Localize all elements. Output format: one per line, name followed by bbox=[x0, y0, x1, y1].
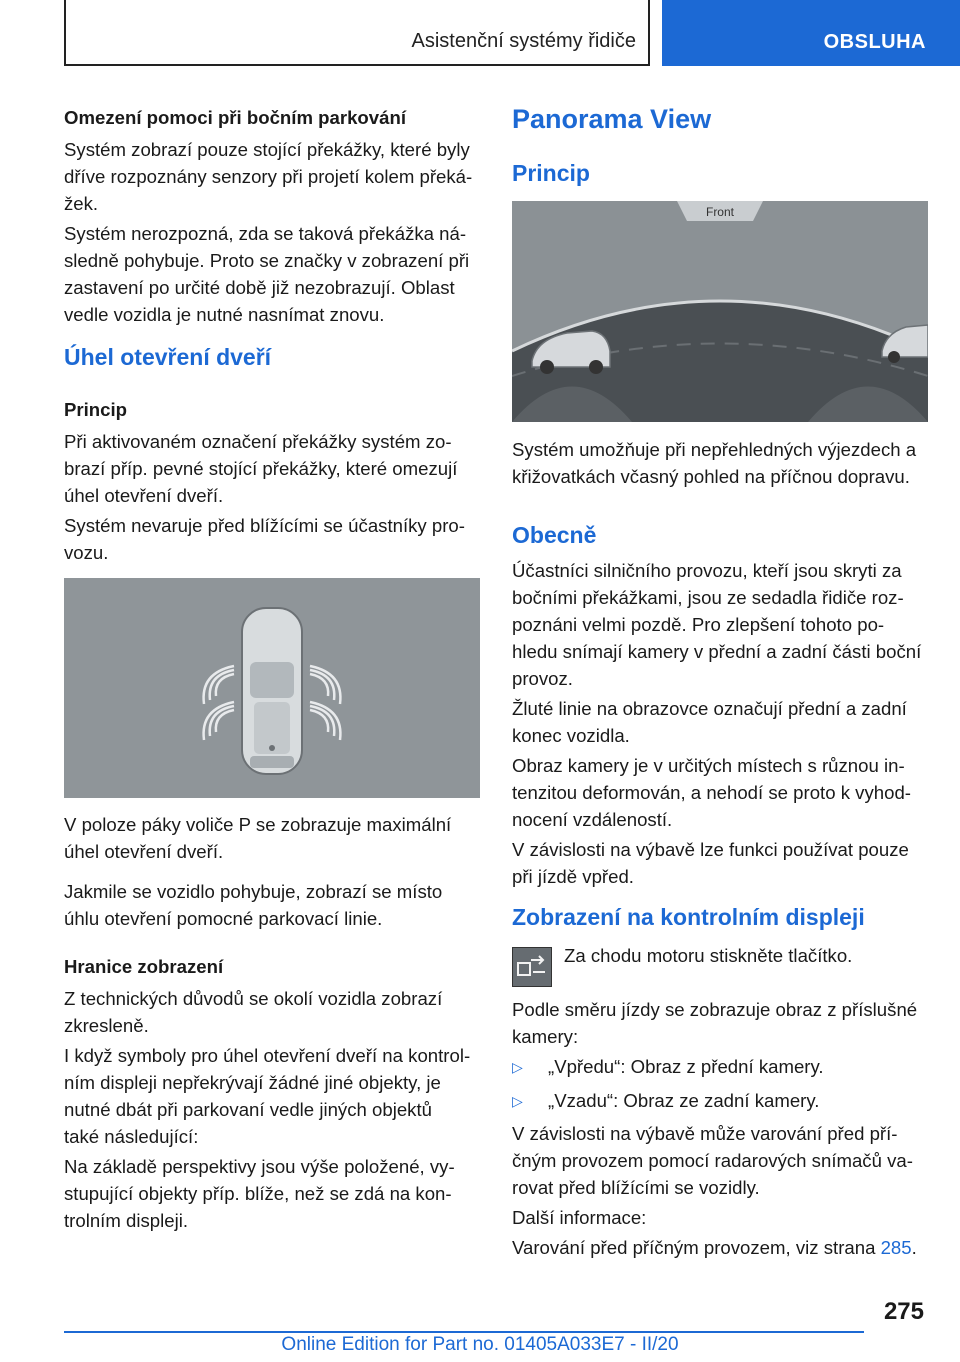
paragraph-line: poznáni velmi pozdě. Pro zlepšení tohoto po‐ bbox=[512, 614, 885, 635]
paragraph-line: rovat před blížícími se vozidly. bbox=[512, 1177, 760, 1198]
paragraph-line: úhel otevření dveří. bbox=[64, 841, 224, 862]
paragraph-line: Systém nevaruje před blížícími se účastníky pro‐ bbox=[64, 515, 465, 536]
paragraph-line: konec vozidla. bbox=[512, 725, 630, 746]
header-section-title: Asistenční systémy řidiče bbox=[411, 30, 636, 52]
paragraph-line: Jakmile se vozidlo pohybuje, zobrazí se místo bbox=[64, 881, 443, 902]
bullet-marker: ▷ bbox=[512, 1059, 523, 1075]
paragraph-line: vozu. bbox=[64, 542, 109, 563]
paragraph-line: hledu snímají kamery v přední a zadní části boční bbox=[512, 641, 922, 662]
heading-door-angle: Úhel otevření dveří bbox=[64, 344, 272, 370]
list-item bbox=[512, 1053, 932, 1081]
paragraph-line: V závislosti na výbavě může varování před pří‐ bbox=[512, 1123, 898, 1144]
paragraph-line: tenzitou deformován, a nehodí se proto k vyhod‐ bbox=[512, 782, 911, 803]
header-tab-label: OBSLUHA bbox=[823, 31, 926, 53]
cross-reference-line bbox=[512, 1234, 917, 1262]
paragraph-line: zastavení po určité době již nezobrazují. Oblast bbox=[64, 277, 455, 298]
heading-side-parking-limits: Omezení pomoci při bočním parkování bbox=[64, 107, 406, 128]
paragraph-line: bočními překážkami, jsou ze sedadla řidiče roz‐ bbox=[512, 587, 904, 608]
paragraph-line: Obraz kamery je v určitých místech s různou in‐ bbox=[512, 755, 905, 776]
heading-princip: Princip bbox=[64, 399, 128, 420]
paragraph-line: úhlu otevření pomocné parkovací linie. bbox=[64, 908, 383, 929]
paragraph-line: při jízdě vpřed. bbox=[512, 866, 634, 887]
panorama-view-figure bbox=[512, 201, 928, 422]
paragraph-line: Při aktivovaném označení překážky systém zo‐ bbox=[64, 431, 452, 452]
footer-edition: Online Edition for Part no. 01405A033E7 - II/20 bbox=[281, 1334, 679, 1355]
heading-control-display: Zobrazení na kontrolním displeji bbox=[512, 904, 865, 930]
front-label: Front bbox=[705, 205, 735, 219]
heading-display-limits: Hranice zobrazení bbox=[64, 956, 224, 977]
page-link[interactable]: 285 bbox=[880, 1237, 912, 1258]
paragraph-line: V poloze páky voliče P se zobrazuje maximální bbox=[64, 814, 452, 835]
paragraph-line: úhel otevření dveří. bbox=[64, 485, 224, 506]
paragraph-line: zkresleně. bbox=[64, 1015, 149, 1036]
paragraph-line: Systém umožňuje při nepřehledných výjezdech a bbox=[512, 439, 917, 460]
period: . bbox=[911, 1237, 917, 1258]
paragraph-line: Systém zobrazí pouze stojící překážky, které byly bbox=[64, 139, 470, 160]
paragraph-line: žek. bbox=[64, 193, 99, 214]
page-number: 275 bbox=[883, 1298, 924, 1325]
paragraph-line: stupující objekty příp. blíže, než se zdá na kon‐ bbox=[64, 1183, 452, 1204]
paragraph-line: dříve rozpoznány senzory při projetí kolem překá‐ bbox=[64, 166, 473, 187]
footer-divider bbox=[64, 1331, 864, 1333]
paragraph-line: Na základě perspektivy jsou výše položené, vy‐ bbox=[64, 1156, 455, 1177]
paragraph-line: Podle směru jízdy se zobrazuje obraz z příslušné bbox=[512, 999, 918, 1020]
car-top-view-figure bbox=[64, 578, 480, 798]
list-item-text: „Vpředu“: Obraz z přední kamery. bbox=[548, 1056, 824, 1077]
paragraph-line: brazí příp. pevné stojící překážky, které omezují bbox=[64, 458, 458, 479]
paragraph-line: čným provozem pomocí radarových snímačů va‐ bbox=[512, 1150, 913, 1171]
bullet-marker: ▷ bbox=[512, 1093, 523, 1109]
list-item-text: „Vzadu“: Obraz ze zadní kamery. bbox=[548, 1090, 820, 1111]
paragraph-line: provoz. bbox=[512, 668, 573, 689]
paragraph-line: vedle vozidla je nutné nasnímat znovu. bbox=[64, 304, 385, 325]
paragraph-line: Systém nerozpozná, zda se taková překážka ná‐ bbox=[64, 223, 467, 244]
paragraph-line: sledně pohybuje. Proto se značky v zobrazení při bbox=[64, 250, 470, 271]
paragraph-line: trolním displeji. bbox=[64, 1210, 189, 1231]
paragraph-line: Žluté linie na obrazovce označují přední a zadní bbox=[512, 698, 907, 719]
paragraph-line: nutné dbát při parkovaní vedle jiných objektů bbox=[64, 1099, 432, 1120]
paragraph-line: V závislosti na výbavě lze funkci používat pouze bbox=[512, 839, 909, 860]
heading-princip-right: Princip bbox=[512, 160, 590, 186]
paragraph-line: nocení vzdáleností. bbox=[512, 809, 673, 830]
list-item bbox=[512, 1087, 932, 1115]
heading-obecne: Obecně bbox=[512, 522, 597, 548]
paragraph-line: také následující: bbox=[64, 1126, 199, 1147]
header-tab[interactable] bbox=[662, 0, 960, 66]
panorama-view-illustration bbox=[512, 201, 928, 422]
paragraph-line: ním displeji nepřekrývají žádné jiné objekty, je bbox=[64, 1072, 441, 1093]
button-instruction: Za chodu motoru stiskněte tlačítko. bbox=[564, 945, 853, 966]
paragraph-line: Další informace: bbox=[512, 1207, 647, 1228]
heading-panorama-view: Panorama View bbox=[512, 104, 712, 134]
paragraph-line: křižovatkách včasný pohled na příčnou dopravu. bbox=[512, 466, 910, 487]
paragraph-line: I když symboly pro úhel otevření dveří na kontrol‐ bbox=[64, 1045, 471, 1066]
panorama-view-button-icon bbox=[512, 947, 552, 987]
cross-reference-text: Varování před příčným provozem, viz strana bbox=[512, 1237, 881, 1258]
paragraph-line: Z technických důvodů se okolí vozidla zobrazí bbox=[64, 988, 443, 1009]
car-top-view-illustration bbox=[64, 578, 480, 798]
paragraph-line: Účastníci silničního provozu, kteří jsou skryti za bbox=[512, 560, 902, 581]
paragraph-line: kamery: bbox=[512, 1026, 579, 1047]
